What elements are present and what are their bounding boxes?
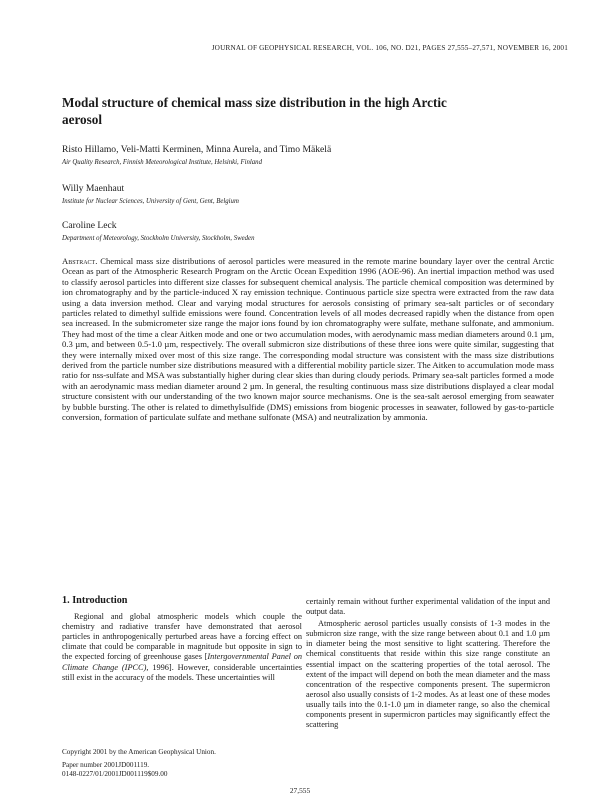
section-heading: 1. Introduction <box>62 595 128 606</box>
author-affiliation: Air Quality Research, Finnish Meteorological Institute, Helsinki, Finland <box>62 159 262 166</box>
intro-paragraph-continued: certainly remain without further experimental validation of the input and output data. <box>306 597 550 617</box>
citation: Intergovernmental Panel on Climate Change (IPCC) <box>62 652 302 672</box>
author-names: Willy Maenhaut <box>62 183 125 194</box>
right-column <box>306 597 550 730</box>
paper-title: Modal structure of chemical mass size distribution in the high Arctic aerosol <box>62 95 447 127</box>
paper-number: Paper number 2001JD001119. <box>62 761 150 769</box>
left-column <box>62 596 302 683</box>
author-group-1 <box>62 144 542 167</box>
abstract-label: Abstract. <box>62 256 98 266</box>
author-group-2 <box>62 183 542 206</box>
footnotes <box>62 748 292 779</box>
author-affiliation: Department of Meteorology, Stockholm University, Stockholm, Sweden <box>62 235 255 242</box>
author-names: Caroline Leck <box>62 220 117 231</box>
issn-code: 0148-0227/01/2001JD001119$09.00 <box>62 770 168 778</box>
intro-text: , 1996]. However, considerable uncertainties still exist in the accuracy of the models. These uncertainties will <box>62 662 302 682</box>
abstract <box>62 256 554 423</box>
intro-text: Regional and global atmospheric models which couple the chemistry and radiative transfer have demonstrated that aerosol particles in anthropogenically perturbed areas have a forcing effect on climate that could be comparable in magnitude but opposite in sign to the expected forcing of greenhouse gases [ <box>62 612 302 662</box>
intro-paragraph <box>62 612 302 683</box>
page-number: 27,555 <box>289 786 311 795</box>
abstract-text: Chemical mass size distributions of aerosol particles were measured in the remote marine boundary layer over the central Arctic Ocean as part of the Atmospheric Research Program on the Arctic Ocean Expedition 1996 (AOE-96). An inertial impaction method was used to classify aerosol particles into different size classes for subsequent chemical analysis. The particle chemical composition was determined by ion chromatography and by the particle-induced X ray emission technique. Continuous particle size spectra were extracted from the raw data using a data inversion method. Clear and varying modal structures for aerosols consisting of primary sea-salt particles or of secondary particles related to dimethyl sulfide emissions were found. Concentration levels of all modes decreased rapidly when the distance from open sea increased. In the submicrometer size range the major ions found by ion chromatography were sulfate, methane sulfonate, and ammonium. They had most of the time a clear Aitken mode and one or two accumulation modes, with aerodynamic mass median diameters around 0.1 µm, 0.3 µm, and between 0.5-1.0 µm, respectively. The overall submicron size distributions of these three ions were quite similar, suggesting that they were internally mixed over most of this size range. The corresponding modal structure was consistent with the mass size distributions derived from the particle number size distributions measured with a differential mobility particle sizer. The Aitken to accumulation mode mass ratio for nss-sulfate and MSA was substantially higher during clear skies than during cloudy periods. Primary sea-salt particles formed a mode with an aerodynamic mass median diameter around 2 µm. In general, the resulting continuous mass size distributions displayed a clear modal structure consistent with our understanding of the two known major source mechanisms. One is the sea-salt aerosol emerging from seawater by bubble bursting. The other is related to dimethylsulfide (DMS) emissions from biogenic processes in seawater, followed by gas-to-particle conversion, formation of particulate sulfate and methane sulfonate (MSA) and neutralization by ammonia. <box>62 256 554 423</box>
author-group-3 <box>62 220 542 243</box>
running-head: JOURNAL OF GEOPHYSICAL RESEARCH, VOL. 106, NO. D21, PAGES 27,555–27,571, NOVEMBER 16, 2001 <box>211 44 568 52</box>
author-names: Risto Hillamo, Veli-Matti Kerminen, Minna Aurela, and Timo Mäkelä <box>62 144 332 155</box>
copyright-notice: Copyright 2001 by the American Geophysical Union. <box>62 748 216 756</box>
intro-paragraph: Atmospheric aerosol particles usually consists of 1-3 modes in the submicron size range, with the size range between about 0.1 and 1.0 µm in diameter being the most sensitive to light scattering. Therefore the chemical constituents that reside within this size range constitute an essential impact on the scattering properties of the total aerosol. The extent of the impact will depend on both the mean diameter and the mass concentration of the respective components present. The supermicron aerosol also usually consists of 1-2 modes. As at least one of these modes usually tails into the 0.1-1.0 µm in diameter range, so also the chemical components present in supermicron particles may significantly effect the scattering <box>306 619 550 730</box>
author-affiliation: Institute for Nuclear Sciences, University of Gent, Gent, Belgium <box>62 198 239 205</box>
